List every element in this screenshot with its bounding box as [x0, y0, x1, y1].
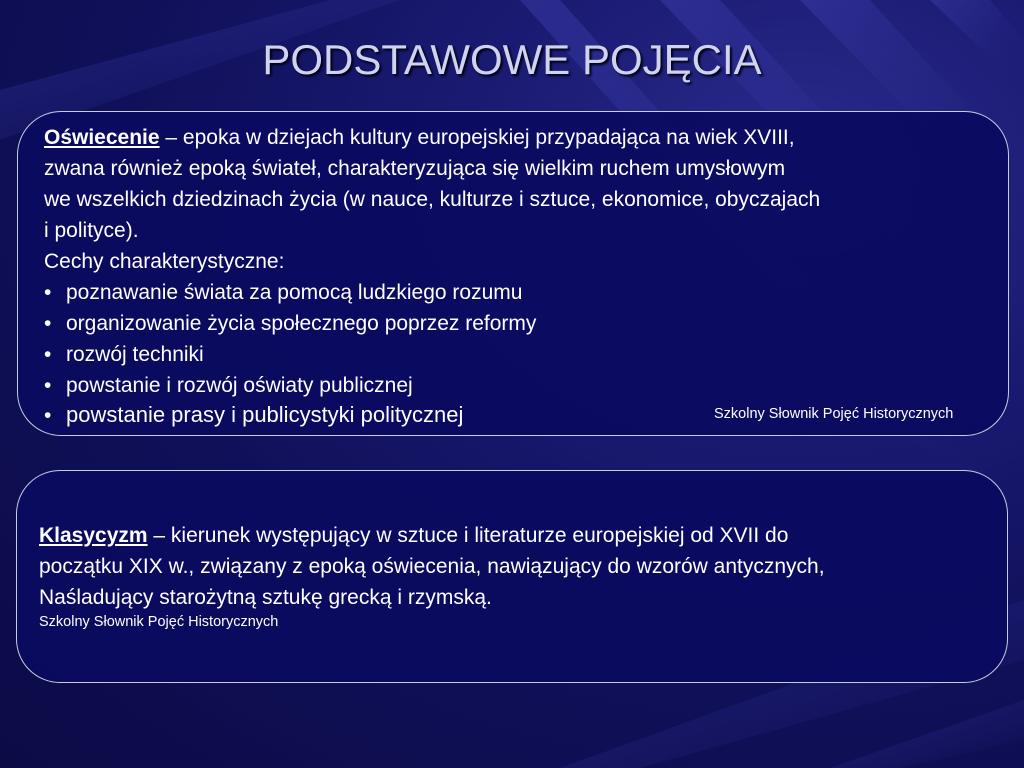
classicism-definition-box — [16, 470, 1008, 683]
enlightenment-definition-box — [17, 111, 1009, 436]
definition-line-2: zwana również epoką świateł, charakteryzująca się wielkim ruchem umysłowym — [44, 157, 786, 180]
list-item: • organizowanie życia społecznego poprzez reformy — [44, 308, 536, 339]
classicism-term: Klasycyzm — [39, 524, 148, 547]
bullet-icon: • — [44, 281, 52, 304]
list-item: • rozwój techniki — [44, 339, 204, 370]
list-item: • powstanie prasy i publicystyki politycznej — [44, 399, 463, 431]
bullet-icon: • — [44, 312, 52, 335]
definition-line-1 — [39, 520, 788, 551]
definition-line-1 — [44, 122, 795, 153]
bullet-icon: • — [44, 374, 52, 397]
source-citation: Szkolny Słownik Pojęć Historycznych — [39, 614, 279, 630]
definition-line-2: początku XIX w., związany z epoką oświecenia, nawiązujący do wzorów antycznych, — [39, 555, 825, 578]
enlightenment-term: Oświecenie — [44, 126, 160, 149]
definition-line-3: we wszelkich dziedzinach życia (w nauce, kulturze i sztuce, ekonomice, obyczajach — [44, 188, 821, 211]
list-item: • poznawanie świata za pomocą ludzkiego rozumu — [44, 277, 522, 308]
features-heading: Cechy charakterystyczne: — [44, 250, 285, 273]
definition-line-3: Naśladujący starożytną sztukę grecką i rzymską. — [39, 586, 492, 609]
list-item: • powstanie i rozwój oświaty publicznej — [44, 370, 413, 401]
bullet-icon: • — [44, 404, 52, 427]
bullet-icon: • — [44, 343, 52, 366]
definition-text-1: – epoka w dziejach kultury europejskiej przypadająca na wiek XVIII, — [159, 126, 795, 149]
definition-line-4: i polityce). — [44, 219, 139, 242]
slide-title: PODSTAWOWE POJĘCIA — [262, 36, 762, 83]
source-citation: Szkolny Słownik Pojęć Historycznych — [714, 406, 954, 422]
definition-text-1: – kierunek występujący w sztuce i literaturze europejskiej od XVII do — [147, 524, 789, 547]
